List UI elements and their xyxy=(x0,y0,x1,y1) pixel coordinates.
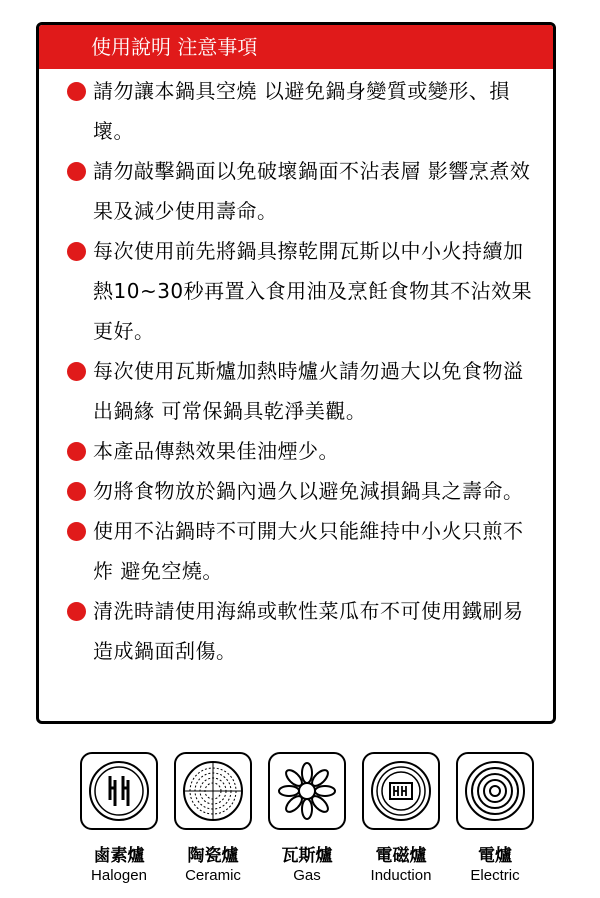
notice-text: 使用不沾鍋時不可開大火只能維持中小火只煎不炸 避免空燒。 xyxy=(93,519,524,583)
electric-icon xyxy=(456,752,534,830)
notice-item xyxy=(67,151,541,231)
notice-item xyxy=(67,351,541,431)
cooktop-name-zh: 電磁爐 xyxy=(375,846,427,866)
notice-item xyxy=(67,231,541,351)
cooktop-compatibility xyxy=(74,752,542,892)
notice-text: 請勿讓本鍋具空燒 以避免鍋身變質或變形、損壞。 xyxy=(93,79,510,143)
cooktop-name-en: Electric xyxy=(470,867,520,884)
bullet-dot-icon xyxy=(67,522,86,541)
notice-text: 本產品傳熱效果佳油煙少。 xyxy=(93,439,339,463)
notice-text: 清洗時請使用海綿或軟性菜瓜布不可使用鐵刷易造成鍋面刮傷。 xyxy=(93,599,524,663)
cooktop-name-zh: 陶瓷爐 xyxy=(187,846,239,866)
cooktop-induction xyxy=(356,752,446,886)
bullet-dot-icon xyxy=(67,362,86,381)
bullet-dot-icon xyxy=(67,82,86,101)
notice-text: 勿將食物放於鍋內過久以避免減損鍋具之壽命。 xyxy=(93,479,524,503)
usage-notice-box xyxy=(36,22,556,724)
bullet-dot-icon xyxy=(67,242,86,261)
notice-list xyxy=(39,69,553,671)
cooktop-name-zh: 電爐 xyxy=(478,846,512,866)
cooktop-name-en: Induction xyxy=(370,867,432,884)
cooktop-name-zh: 瓦斯爐 xyxy=(281,846,333,866)
notice-title: 使用說明 注意事項 xyxy=(39,25,553,69)
cooktop-gas xyxy=(262,752,352,886)
ceramic-icon xyxy=(174,752,252,830)
notice-item xyxy=(67,471,541,511)
notice-item xyxy=(67,71,541,151)
bullet-dot-icon xyxy=(67,442,86,461)
cooktop-halogen xyxy=(74,752,164,886)
notice-item xyxy=(67,511,541,591)
bullet-dot-icon xyxy=(67,602,86,621)
notice-text: 請勿敲擊鍋面以免破壞鍋面不沾表層 影響烹煮效果及減少使用壽命。 xyxy=(93,159,531,223)
cooktop-name-zh: 鹵素爐 xyxy=(93,846,145,866)
cooktop-name-en: Halogen xyxy=(91,867,147,884)
notice-item xyxy=(67,591,541,671)
induction-icon xyxy=(362,752,440,830)
cooktop-name-en: Gas xyxy=(293,867,321,884)
gas-icon xyxy=(268,752,346,830)
cooktop-name-en: Ceramic xyxy=(185,867,241,884)
notice-item xyxy=(67,431,541,471)
notice-text: 每次使用前先將鍋具擦乾開瓦斯以中小火持續加熱10~30秒再置入食用油及烹飪食物其不沾效果更好。 xyxy=(93,239,533,343)
bullet-dot-icon xyxy=(67,162,86,181)
notice-text: 每次使用瓦斯爐加熱時爐火請勿過大以免食物溢出鍋緣 可常保鍋具乾淨美觀。 xyxy=(93,359,524,423)
cooktop-electric xyxy=(450,752,540,886)
bullet-dot-icon xyxy=(67,482,86,501)
cooktop-ceramic xyxy=(168,752,258,886)
halogen-icon xyxy=(80,752,158,830)
